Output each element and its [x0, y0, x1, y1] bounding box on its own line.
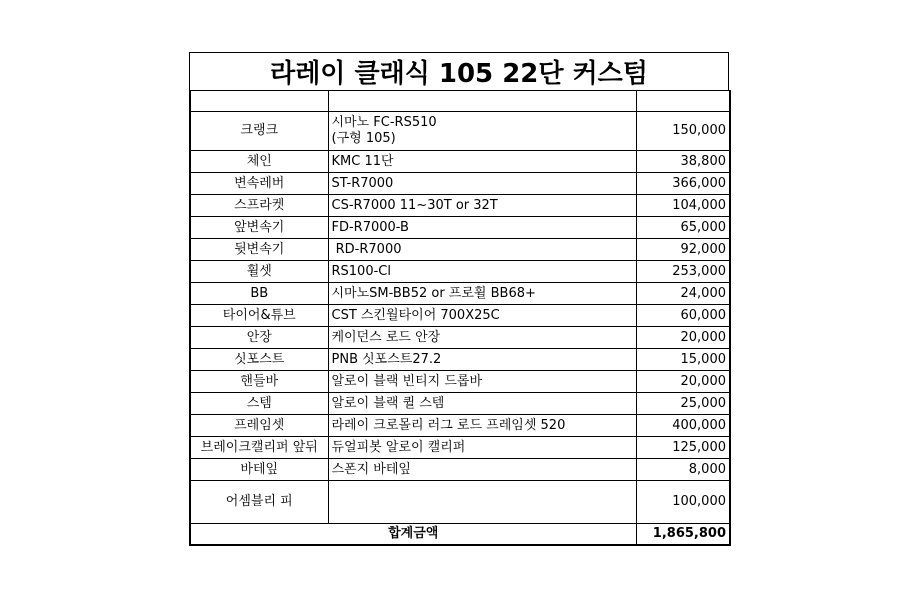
category-cell: 프레임셋: [190, 415, 328, 437]
category-cell: 타이어&튜브: [190, 305, 328, 327]
price-cell: 65,000: [636, 217, 730, 239]
price-cell: 104,000: [636, 195, 730, 217]
category-cell: 안장: [190, 327, 328, 349]
price-cell: 15,000: [636, 349, 730, 371]
item-cell: 라레이 크로몰리 러그 로드 프레임셋 520: [328, 415, 636, 437]
table-row: [190, 305, 730, 327]
table-row: [190, 195, 730, 217]
item-cell: KMC 11단: [328, 151, 636, 173]
table-row: [190, 459, 730, 481]
table-row: [190, 393, 730, 415]
item-cell: 알로이 블랙 퀼 스템: [328, 393, 636, 415]
item-line: (구형 105): [331, 131, 396, 146]
table-row: [190, 173, 730, 195]
price-cell: 253,000: [636, 261, 730, 283]
blank-row: [190, 91, 730, 112]
category-cell: 스프라켓: [190, 195, 328, 217]
table-row: [190, 239, 730, 261]
category-cell: 핸들바: [190, 371, 328, 393]
price-cell: 150,000: [636, 112, 730, 151]
category-cell: 뒷변속기: [190, 239, 328, 261]
parts-sheet: [189, 52, 729, 546]
total-row: [190, 524, 730, 546]
price-cell: 20,000: [636, 327, 730, 349]
category-cell: 휠셋: [190, 261, 328, 283]
table-row: [190, 327, 730, 349]
table-row: [190, 371, 730, 393]
price-cell: 60,000: [636, 305, 730, 327]
item-cell: 듀얼피봇 알로이 캘리퍼: [328, 437, 636, 459]
price-cell: 92,000: [636, 239, 730, 261]
category-cell: 어셈블리 피: [190, 481, 328, 524]
item-cell: RD-R7000: [328, 239, 636, 261]
item-cell: 알로이 블랙 빈티지 드롭바: [328, 371, 636, 393]
price-cell: 366,000: [636, 173, 730, 195]
price-cell: 24,000: [636, 283, 730, 305]
item-cell: 스폰지 바테잎: [328, 459, 636, 481]
table-row: [190, 349, 730, 371]
category-cell: 변속레버: [190, 173, 328, 195]
sheet-title: 라레이 클래식 105 22단 커스텀: [189, 52, 729, 90]
total-label: 합계금액: [190, 524, 636, 546]
category-cell: BB: [190, 283, 328, 305]
price-cell: 38,800: [636, 151, 730, 173]
item-cell: [328, 112, 636, 151]
price-cell: 125,000: [636, 437, 730, 459]
table-row: [190, 415, 730, 437]
item-cell: FD-R7000-B: [328, 217, 636, 239]
table-row: [190, 437, 730, 459]
item-cell: 케이던스 로드 안장: [328, 327, 636, 349]
price-cell: 20,000: [636, 371, 730, 393]
item-cell: CS-R7000 11~30T or 32T: [328, 195, 636, 217]
category-cell: 체인: [190, 151, 328, 173]
category-cell: 스템: [190, 393, 328, 415]
table-row: [190, 261, 730, 283]
price-cell: 8,000: [636, 459, 730, 481]
item-cell: ST-R7000: [328, 173, 636, 195]
table-row: [190, 481, 730, 524]
price-cell: 25,000: [636, 393, 730, 415]
category-cell: 브레이크캘리퍼 앞뒤: [190, 437, 328, 459]
item-line: 시마노 FC-RS510: [331, 115, 437, 130]
category-cell: 바테잎: [190, 459, 328, 481]
item-cell: RS100-Cl: [328, 261, 636, 283]
table-row: [190, 217, 730, 239]
item-cell: PNB 싯포스트27.2: [328, 349, 636, 371]
price-cell: 100,000: [636, 481, 730, 524]
price-cell: 400,000: [636, 415, 730, 437]
category-cell: 싯포스트: [190, 349, 328, 371]
item-cell: 시마노SM-BB52 or 프로휠 BB68+: [328, 283, 636, 305]
category-cell: 크랭크: [190, 112, 328, 151]
item-cell: CST 스킨월타이어 700X25C: [328, 305, 636, 327]
parts-table: [189, 90, 731, 546]
category-cell: 앞변속기: [190, 217, 328, 239]
total-amount: 1,865,800: [636, 524, 730, 546]
table-row: [190, 151, 730, 173]
table-row: [190, 283, 730, 305]
item-cell: [328, 481, 636, 524]
table-row: [190, 112, 730, 151]
